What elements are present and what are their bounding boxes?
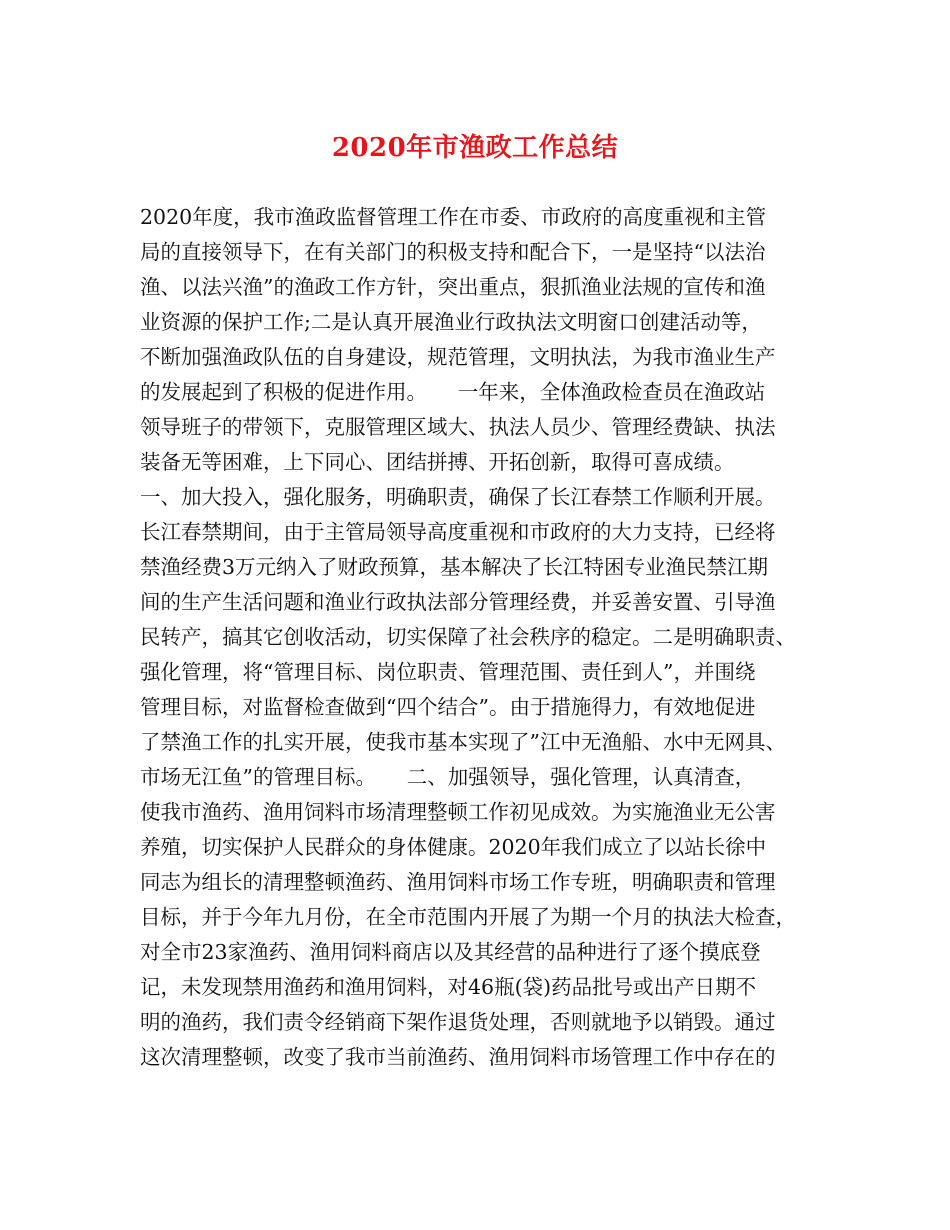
- body-line: 民转产，搞其它创收活动，切实保障了社会秩序的稳定。二是明确职责、: [140, 625, 796, 649]
- body-line: 的发展起到了积极的促进作用。 一年来，全体渔政检查员在渔政站: [140, 380, 766, 404]
- body-line: 不断加强渔政队伍的自身建设，规范管理，文明执法，为我市渔业生产: [140, 345, 776, 369]
- body-line: 渔、以法兴渔”的渔政工作方针，突出重点，狠抓渔业法规的宣传和渔: [140, 275, 766, 299]
- body-line: 记，未发现禁用渔药和渔用饲料，对46瓶(袋)药品批号或出产日期不: [140, 975, 757, 999]
- body-line: 管理目标，对监督检查做到“四个结合”。由于措施得力，有效地促进: [140, 695, 756, 719]
- body-line: 2020年度，我市渔政监督管理工作在市委、市政府的高度重视和主管: [140, 205, 767, 229]
- body-line: 养殖，切实保护人民群众的身体健康。2020年我们成立了以站长徐中: [140, 835, 767, 859]
- document-title: 2020年市渔政工作总结: [331, 133, 619, 163]
- body-line: 装备无等困难，上下同心、团结拼搏、开拓创新，取得可喜成绩。: [140, 450, 735, 474]
- body-line: 市场无江鱼”的管理目标。 二、加强领导，强化管理，认真清查，: [140, 765, 756, 789]
- body-line: 间的生产生活问题和渔业行政执法部分管理经费，并妥善安置、引导渔: [140, 590, 776, 614]
- body-line: 同志为组长的清理整顿渔药、渔用饲料市场工作专班，明确职责和管理: [140, 870, 776, 894]
- body-line: 一、加大投入，强化服务，明确职责，确保了长江春禁工作顺利开展。: [140, 485, 776, 509]
- body-line: 对全市23家渔药、渔用饲料商店以及其经营的品种进行了逐个摸底登: [140, 940, 761, 964]
- body-line: 业资源的保护工作;二是认真开展渔业行政执法文明窗口创建活动等，: [140, 310, 762, 334]
- body-line: 禁渔经费3万元纳入了财政预算，基本解决了长江特困专业渔民禁江期: [140, 555, 769, 579]
- body-line: 使我市渔药、渔用饲料市场清理整顿工作初见成效。为实施渔业无公害: [140, 800, 776, 824]
- body-line: 了禁渔工作的扎实开展，使我市基本实现了”江中无渔船、水中无网具、: [140, 730, 786, 754]
- body-line: 领导班子的带领下，克服管理区域大、执法人员少、管理经费缺、执法: [140, 415, 776, 439]
- body-line: 局的直接领导下，在有关部门的积极支持和配合下，一是坚持“以法治: [140, 240, 766, 264]
- body-line: 明的渔药，我们责令经销商下架作退货处理，否则就地予以销毁。通过: [140, 1010, 776, 1034]
- document-body: [140, 200, 830, 1075]
- body-line: 长江春禁期间，由于主管局领导高度重视和市政府的大力支持，已经将: [140, 520, 776, 544]
- body-line: 目标，并于今年九月份，在全市范围内开展了为期一个月的执法大检查，: [140, 905, 796, 929]
- body-line: 这次清理整顿，改变了我市当前渔药、渔用饲料市场管理工作中存在的: [140, 1045, 776, 1069]
- body-line: 强化管理，将“管理目标、岗位职责、管理范围、责任到人”，并围绕: [140, 660, 756, 684]
